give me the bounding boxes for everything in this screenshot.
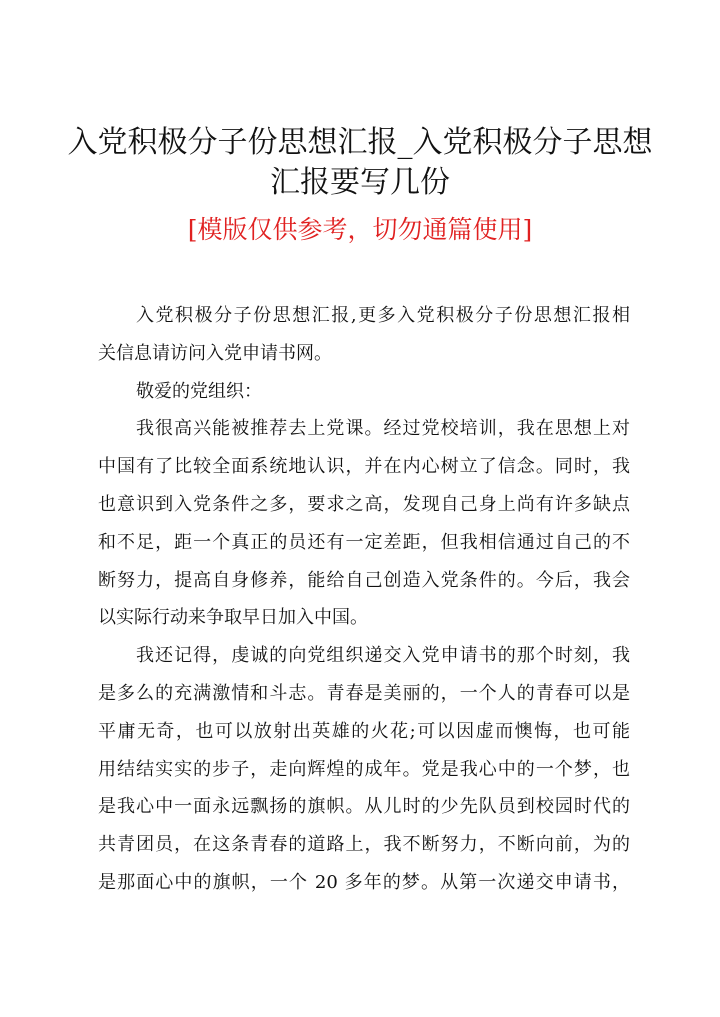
- body-text-line: 关信息请访问入党申请书网。: [98, 342, 332, 364]
- template-notice: [模版仅供参考，切勿通篇使用]: [187, 215, 533, 244]
- body-text-line: 共青团员，在这条青春的道路上，我不断努力，不断向前，为的: [98, 834, 630, 856]
- body-text-line: 是多么的充满激情和斗志。青春是美丽的，一个人的青春可以是: [98, 683, 630, 704]
- body-text-line: 用结结实实的步子，走向辉煌的成年。党是我心中的一个梦，也: [98, 758, 630, 780]
- body-text-line: 我还记得，虔诚的向党组织递交入党申请书的那个时刻，我: [136, 645, 630, 667]
- body-text-line: 也意识到入党条件之多，要求之高，发现自己身上尚有许多缺点: [98, 494, 630, 515]
- body-text-line: 入党积极分子份思想汇报,更多入党积极分子份思想汇报相: [136, 305, 630, 326]
- document-title-line-2: 汇报要写几份: [270, 165, 450, 200]
- body-text-line: 我很高兴能被推荐去上党课。经过党校培训，我在思想上对: [136, 418, 630, 440]
- body-text-line: 平庸无奇，也可以放射出英雄的火花;可以因虚而懊悔，也可能: [98, 720, 630, 742]
- body-text-line: 断努力，提高自身修养，能给自己创造入党条件的。今后，我会: [98, 569, 630, 591]
- body-text-line: 是那面心中的旗帜，一个 20 多年的梦。从第一次递交申请书，: [98, 872, 630, 893]
- body-text-line: 和不足，距一个真正的员还有一定差距，但我相信通过自己的不: [98, 531, 630, 553]
- body-text-line: 中国有了比较全面系统地认识，并在内心树立了信念。同时，我: [98, 456, 630, 478]
- body-text-line: 是我心中一面永远飘扬的旗帜。从儿时的少先队员到校园时代的: [98, 796, 630, 818]
- document-title-line-1: 入党积极分子份思想汇报_入党积极分子思想: [67, 125, 653, 160]
- body-text-line: 敬爱的党组织：: [136, 380, 262, 402]
- body-text-line: 以实际行动来争取早日加入中国。: [98, 607, 368, 629]
